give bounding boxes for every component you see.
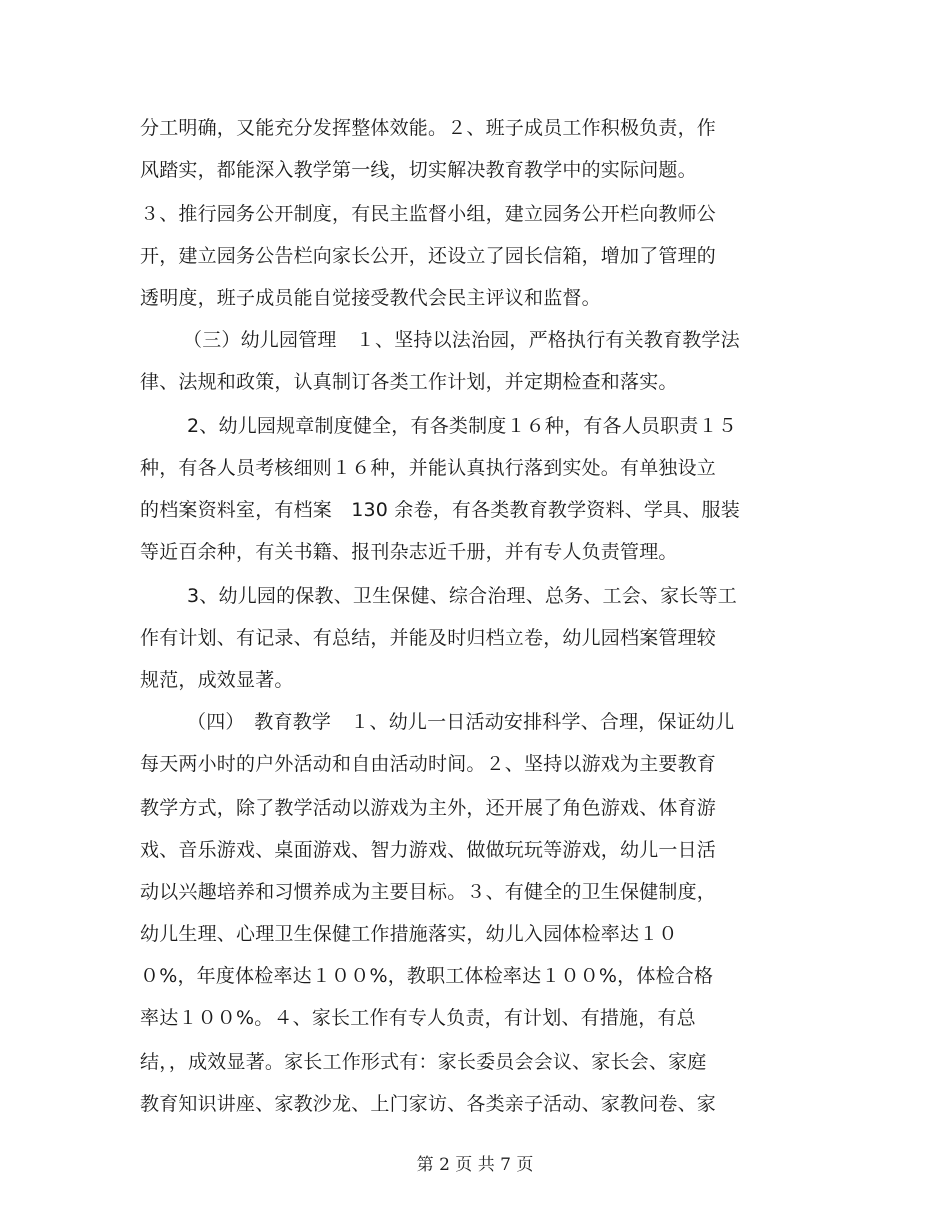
text-line: 结，，成效显著。家长工作形式有：家长委员会会议、家长会、家庭 <box>140 1051 707 1073</box>
text-line: 率达１００%。４、家长工作有专人负责，有计划、有措施，有总 <box>140 1007 696 1029</box>
text-line: 幼儿生理、心理卫生保健工作措施落实，幼儿入园体检率达１０ <box>140 923 678 945</box>
text-line: 透明度，班子成员能自觉接受教代会民主评议和监督。 <box>140 287 601 309</box>
text-line: 种，有各人员考核细则１６种，并能认真执行落到实处。有单独设立 <box>140 457 717 479</box>
text-line: 3、幼儿园的保教、卫生保健、综合治理、总务、工会、家长等工 <box>187 585 737 607</box>
text-line: 规范，成效显著。 <box>140 669 294 691</box>
text-line: 风踏实，都能深入教学第一线，切实解决教育教学中的实际问题。 <box>140 159 697 181</box>
text-line: 动以兴趣培养和习惯养成为主要目标。３、有健全的卫生保健制度， <box>140 881 717 903</box>
text-line: 作有计划、有记录、有总结，并能及时归档立卷，幼儿园档案管理较 <box>140 627 717 649</box>
text-line: 每天两小时的户外活动和自由活动时间。２、坚持以游戏为主要教育 <box>140 753 717 775</box>
text-line: （四） 教育教学 １、幼儿一日活动安排科学、合理，保证幼儿 <box>187 711 735 733</box>
text-line: （三）幼儿园管理 １、坚持以法治园，严格执行有关教育教学法 <box>183 329 740 351</box>
text-line: 分工明确，又能充分发挥整体效能。２、班子成员工作积极负责，作 <box>140 117 717 139</box>
text-line: 等近百余种，有关书籍、报刊杂志近千册，并有专人负责管理。 <box>140 541 678 563</box>
text-line: 教育知识讲座、家教沙龙、上门家访、各类亲子活动、家教问卷、家 <box>140 1093 717 1115</box>
text-line: ３、推行园务公开制度，有民主监督小组，建立园务公开栏向教师公 <box>140 203 717 225</box>
text-line: 的档案资料室，有档案 130 余卷，有各类教育教学资料、学具、服装 <box>140 499 740 521</box>
text-line: ０%，年度体检率达１００%，教职工体检率达１００%，体检合格 <box>140 965 714 987</box>
text-line: 戏、音乐游戏、桌面游戏、智力游戏、做做玩玩等游戏，幼儿一日活 <box>140 839 717 861</box>
text-line: 律、法规和政策，认真制订各类工作计划，并定期检查和落实。 <box>140 371 678 393</box>
text-line: 教学方式，除了教学活动以游戏为主外，还开展了角色游戏、体育游 <box>140 797 717 819</box>
text-line: 开，建立园务公告栏向家长公开，还设立了园长信箱，增加了管理的 <box>140 245 717 267</box>
page-number-footer: 第 2 页 共 7 页 <box>416 1155 534 1175</box>
text-line: 2、幼儿园规章制度健全，有各类制度１６种，有各人员职责１５ <box>187 415 737 437</box>
